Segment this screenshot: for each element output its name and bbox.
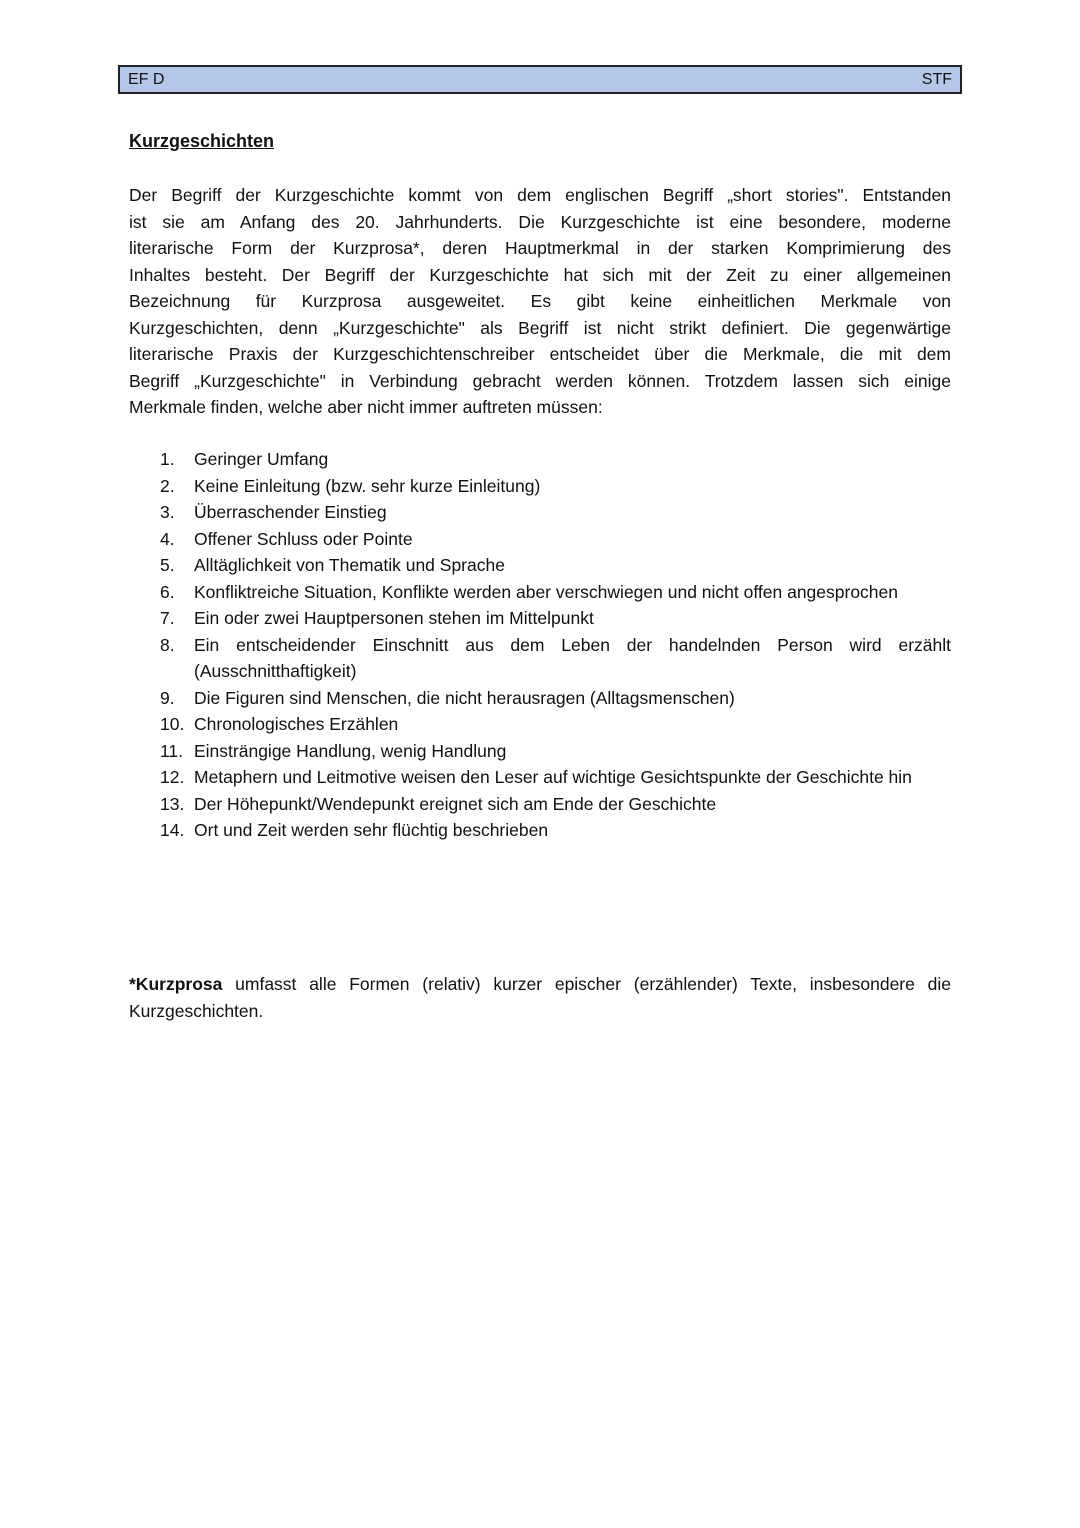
page-header [118,65,962,94]
footnote-term: *Kurzprosa [129,974,223,994]
intro-paragraph [129,182,951,421]
list-text: Geringer Umfang [194,449,329,469]
list-text: Alltäglichkeit von Thematik und Sprache [194,555,505,575]
list-text: Keine Einleitung (bzw. sehr kurze Einleitung) [194,475,541,496]
list-number: 3. [160,502,175,522]
footnote [129,971,951,1024]
list-item [160,526,951,553]
list-number: 13. [160,793,185,814]
paragraph-line: Der Begriff der Kurzgeschichte kommt von dem englischen Begriff „short stories". Entstanden [129,185,951,205]
list-text: Einsträngige Handlung, wenig Handlung [194,740,507,761]
list-number: 9. [160,687,175,708]
paragraph-line: Begriff „Kurzgeschichte" in Verbindung gebracht werden können. Trotzdem lassen sich einige [129,370,951,391]
list-text: Chronologisches Erzählen [194,714,399,734]
list-text: Metaphern und Leitmotive weisen den Leser auf wichtige Gesichtspunkte der Geschichte hin [194,767,912,787]
paragraph-line: ist sie am Anfang des 20. Jahrhunderts. Die Kurzgeschichte ist eine besondere, moderne [129,211,951,232]
list-item [160,685,951,712]
list-item [160,446,951,473]
list-number: 7. [160,608,175,628]
list-text: Der Höhepunkt/Wendepunkt ereignet sich am Ende der Geschichte [194,793,717,814]
list-number: 1. [160,449,175,469]
paragraph-line: Inhaltes besteht. Der Begriff der Kurzgeschichte hat sich mit der Zeit zu einer allgemeinen [129,264,951,285]
list-text: Die Figuren sind Menschen, die nicht herausragen (Alltagsmenschen) [194,687,735,708]
list-number: 4. [160,528,175,549]
paragraph-line: Bezeichnung für Kurzprosa ausgeweitet. Es gibt keine einheitlichen Merkmale von [129,291,951,311]
header-right: STF [921,70,952,88]
features-list [160,446,951,844]
list-number: 14. [160,820,185,840]
paragraph-line: literarische Form der Kurzprosa*, deren Hauptmerkmal in der starken Komprimierung des [129,238,951,258]
list-number: 2. [160,475,175,496]
list-text: Ein entscheidender Einschnitt aus dem Leben der handelnden Person wird erzählt (Ausschnitthaftigkeit) [194,634,951,681]
header-left: EF D [128,70,165,88]
list-item [160,711,951,738]
list-number: 6. [160,581,175,602]
footnote-text: umfasst alle Formen (relativ) kurzer epischer (erzählender) Texte, insbesondere die Kurzgeschichten. [129,974,951,1021]
list-text: Ein oder zwei Hauptpersonen stehen im Mittelpunkt [194,608,594,628]
document-title: Kurzgeschichten [129,131,275,151]
list-item [160,738,951,765]
list-item [160,817,951,844]
list-text: Ort und Zeit werden sehr flüchtig beschrieben [194,820,549,840]
list-number: 12. [160,767,185,787]
list-text: Überraschender Einstieg [194,502,387,522]
list-item [160,473,951,500]
paragraph-line: Kurzgeschichten, denn „Kurzgeschichte" als Begriff ist nicht strikt definiert. Die gegenwärtige [129,317,951,338]
list-number: 11. [160,740,184,761]
list-item [160,579,951,606]
paragraph-line: Merkmale finden, welche aber nicht immer auftreten müssen: [129,397,603,417]
list-number: 5. [160,555,175,575]
list-item [160,605,951,632]
list-item [160,499,951,526]
list-number: 8. [160,634,175,655]
list-text: Offener Schluss oder Pointe [194,528,413,549]
list-text: Konfliktreiche Situation, Konflikte werden aber verschwiegen und nicht offen angesprochen [194,581,899,602]
list-item [160,791,951,818]
list-number: 10. [160,714,185,734]
paragraph-line: literarische Praxis der Kurzgeschichtenschreiber entscheidet über die Merkmale, die mit dem [129,344,951,364]
list-item [160,764,951,791]
list-item [160,552,951,579]
list-item [160,632,951,685]
